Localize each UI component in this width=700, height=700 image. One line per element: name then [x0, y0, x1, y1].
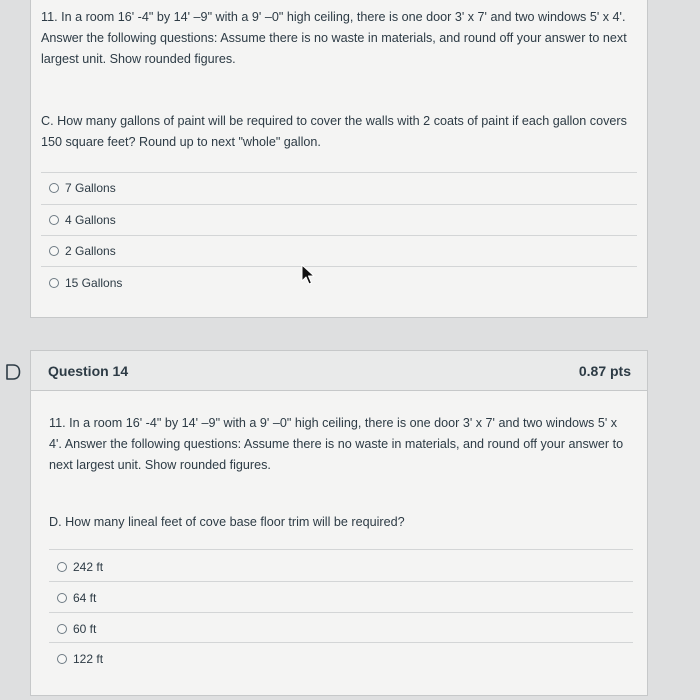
option-divider — [49, 612, 633, 613]
radio-button[interactable] — [57, 562, 67, 572]
question-14-intro: 11. In a room 16' -4" by 14' –9" with a 9' –0" high ceiling, there is one door 3' x 7' and two windows 5' x 4'. Answer the following questions: Assume there is no waste in materials, and round off your answer to next largest unit. Show rounded figures. — [49, 416, 624, 472]
question-title: Question 14 — [48, 363, 129, 379]
question-13-intro: 11. In a room 16' -4" by 14' –9" with a 9' –0" high ceiling, there is one door 3' x 7' and two windows 5' x 4'. Answer the following questions: Assume there is no waste in materials, and round off your answer to next largest unit. Show rounded figures. — [41, 10, 627, 66]
radio-button[interactable] — [57, 624, 67, 634]
radio-button[interactable] — [49, 278, 59, 288]
option-label: 60 ft — [73, 622, 97, 636]
radio-button[interactable] — [49, 183, 59, 193]
option-label: 7 Gallons — [65, 181, 116, 195]
answer-option-122-ft[interactable] — [57, 649, 103, 669]
option-divider — [41, 204, 637, 205]
question-13-prompt: C. How many gallons of paint will be required to cover the walls with 2 coats of paint if each gallon covers 150 square feet? Round up to next "whole" gallon. — [41, 114, 627, 149]
option-label: 15 Gallons — [65, 276, 123, 290]
question-14-prompt: D. How many lineal feet of cove base floor trim will be required? — [49, 515, 405, 529]
radio-button[interactable] — [57, 654, 67, 664]
option-divider — [49, 642, 633, 643]
answer-option-15-gallons[interactable] — [49, 273, 122, 293]
option-label: 122 ft — [73, 652, 104, 666]
radio-button[interactable] — [57, 593, 67, 603]
question-points: 0.87 pts — [578, 363, 631, 379]
answer-option-242-ft[interactable] — [57, 557, 103, 577]
radio-button[interactable] — [49, 246, 59, 256]
question-header — [31, 351, 647, 391]
option-divider — [49, 549, 633, 550]
option-label: 64 ft — [73, 591, 97, 605]
option-divider — [41, 235, 637, 236]
mouse-pointer-icon — [300, 264, 316, 286]
answer-option-7-gallons[interactable] — [49, 178, 116, 198]
question-13-card — [30, 0, 648, 318]
answer-option-60-ft[interactable] — [57, 619, 96, 639]
answer-option-64-ft[interactable] — [57, 588, 96, 608]
option-label: 242 ft — [73, 560, 104, 574]
question-14-card — [30, 350, 648, 696]
radio-button[interactable] — [49, 215, 59, 225]
option-divider — [49, 581, 633, 582]
answer-option-4-gallons[interactable] — [49, 210, 116, 230]
option-label: 2 Gallons — [65, 244, 116, 258]
option-divider — [41, 266, 637, 267]
flag-icon[interactable] — [4, 363, 22, 381]
option-label: 4 Gallons — [65, 213, 116, 227]
answer-option-2-gallons[interactable] — [49, 241, 116, 261]
option-divider — [41, 172, 637, 173]
